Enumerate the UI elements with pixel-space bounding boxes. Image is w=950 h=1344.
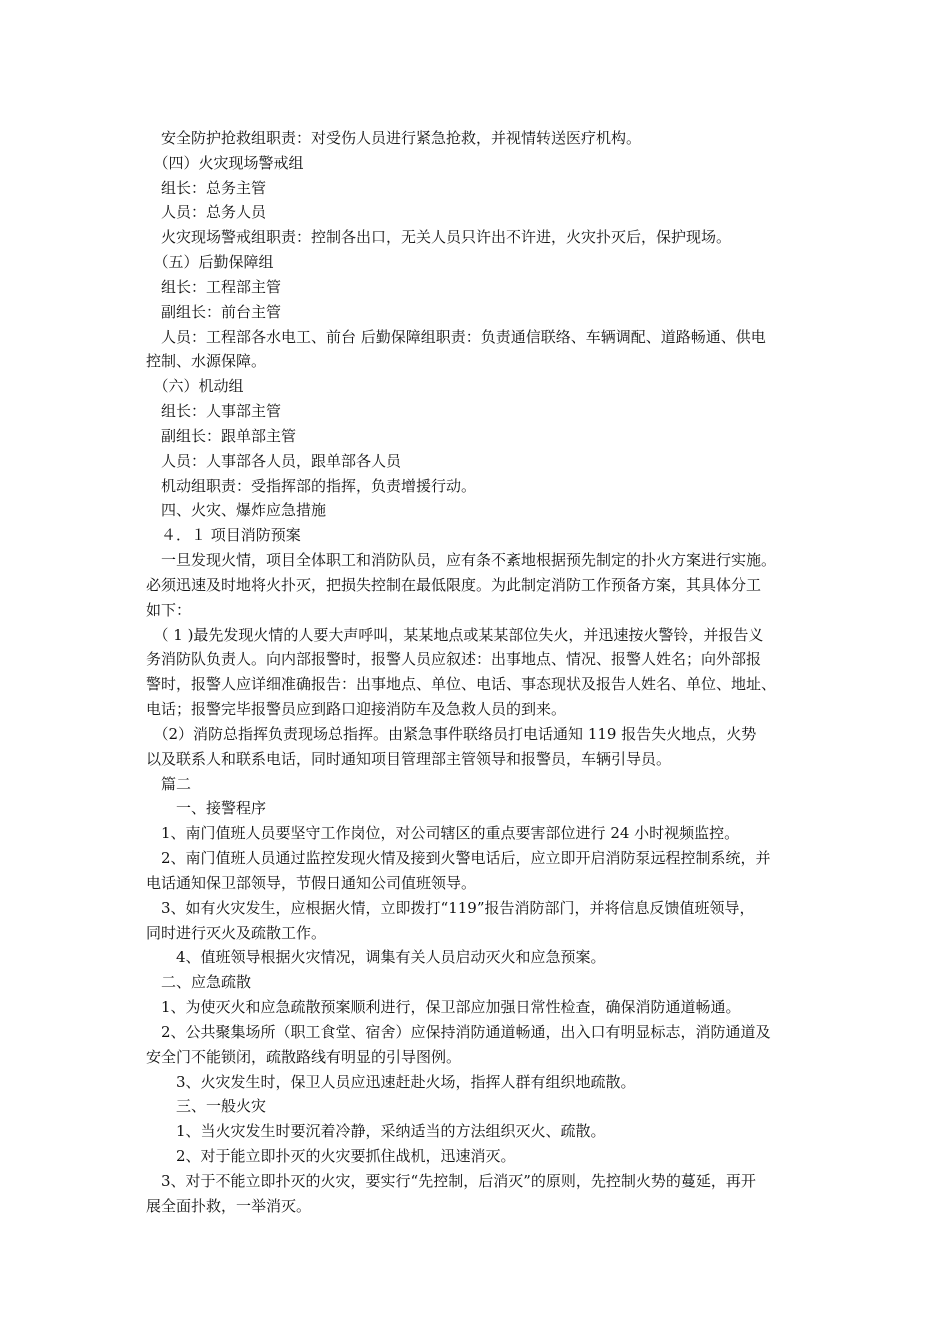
text-line: 1、为使灭火和应急疏散预案顺利进行，保卫部应加强日常性检查，确保消防通道畅通。 bbox=[146, 998, 741, 1016]
text-line: 1、当火灾发生时要沉着冷静，采纳适当的方法组织灭火、疏散。 bbox=[146, 1122, 606, 1140]
section-heading: 一、接警程序 bbox=[146, 799, 267, 817]
text-line: 3、火灾发生时，保卫人员应迅速赶赴火场，指挥人群有组织地疏散。 bbox=[146, 1073, 636, 1091]
text-line: 人员：人事部各人员，跟单部各人员 bbox=[146, 452, 402, 470]
text-line: 组长：总务主管 bbox=[146, 179, 267, 197]
text-line: 电话通知保卫部领导，节假日通知公司值班领导。 bbox=[146, 874, 477, 892]
text-line: 电话；报警完毕报警员应到路口迎接消防车及急救人员的到来。 bbox=[146, 700, 567, 718]
text-line: 2、对于能立即扑灭的火灾要抓住战机，迅速消灭。 bbox=[146, 1147, 516, 1165]
text-line: 展全面扑救，一举消灭。 bbox=[146, 1197, 312, 1215]
text-line: （ 1 )最先发现火情的人要大声呼叫，某某地点或某某部位失火，并迅速按火警铃，并报告义 bbox=[146, 626, 764, 644]
text-line: （2）消防总指挥负责现场总指挥。由紧急事件联络员打电话通知 119 报告失火地点，火势 bbox=[146, 725, 757, 743]
section-heading: ４．１ 项目消防预案 bbox=[146, 526, 301, 544]
section-heading: 四、火灾、爆炸应急措施 bbox=[146, 501, 327, 519]
text-line: 以及联系人和联系电话，同时通知项目管理部主管领导和报警员，车辆引导员。 bbox=[146, 750, 672, 768]
text-line: 必须迅速及时地将火扑灭，把损失控制在最低限度。为此制定消防工作预备方案，其具体分工 bbox=[146, 576, 762, 594]
text-line: 务消防队负责人。向内部报警时，报警人员应叙述：出事地点、情况、报警人姓名；向外部报 bbox=[146, 650, 762, 668]
text-line: 3、对于不能立即扑灭的火灾，要实行“先控制，后消灭”的原则，先控制火势的蔓延，再开 bbox=[146, 1172, 756, 1190]
text-line: 火灾现场警戒组职责：控制各出口，无关人员只许出不许进，火灾扑灭后，保护现场。 bbox=[146, 228, 732, 246]
text-line: 机动组职责：受指挥部的指挥，负责增援行动。 bbox=[146, 477, 477, 495]
text-line: 如下： bbox=[146, 601, 192, 619]
text-line: 人员：工程部各水电工、前台 后勤保障组职责：负责通信联络、车辆调配、道路畅通、供电 bbox=[146, 328, 766, 346]
text-line: 同时进行灭火及疏散工作。 bbox=[146, 924, 327, 942]
section-heading: （四）火灾现场警戒组 bbox=[146, 154, 304, 172]
section-heading: 三、一般火灾 bbox=[146, 1097, 267, 1115]
text-line: 组长：工程部主管 bbox=[146, 278, 282, 296]
text-line: 一旦发现火情，项目全体职工和消防队员，应有条不紊地根据预先制定的扑火方案进行实施。 bbox=[146, 551, 777, 569]
text-line: 1、南门值班人员要坚守工作岗位，对公司辖区的重点要害部位进行 24 小时视频监控。 bbox=[146, 824, 740, 842]
text-line: 警时，报警人应详细准确报告：出事地点、单位、电话、事态现状及报告人姓名、单位、地址、 bbox=[146, 675, 777, 693]
section-heading: 篇二 bbox=[146, 775, 192, 793]
text-line: 4、值班领导根据火灾情况，调集有关人员启动灭火和应急预案。 bbox=[146, 948, 606, 966]
text-line: 安全防护抢救组职责：对受伤人员进行紧急抢救，并视情转送医疗机构。 bbox=[146, 129, 642, 147]
text-line: 控制、水源保障。 bbox=[146, 352, 267, 370]
section-heading: （五）后勤保障组 bbox=[146, 253, 274, 271]
text-line: 人员：总务人员 bbox=[146, 203, 267, 221]
text-line: 副组长：前台主管 bbox=[146, 303, 282, 321]
text-line: 安全门不能锁闭，疏散路线有明显的引导图例。 bbox=[146, 1048, 462, 1066]
text-line: 2、南门值班人员通过监控发现火情及接到火警电话后，应立即开启消防泵远程控制系统，并 bbox=[146, 849, 771, 867]
text-line: 2、公共聚集场所（职工食堂、宿舍）应保持消防通道畅通，出入口有明显标志，消防通道及 bbox=[146, 1023, 771, 1041]
text-line: 组长：人事部主管 bbox=[146, 402, 282, 420]
text-line: 3、如有火灾发生，应根据火情，立即拨打“119”报告消防部门，并将信息反馈值班领导， bbox=[146, 899, 755, 917]
section-heading: 二、应急疏散 bbox=[146, 973, 252, 991]
text-line: 副组长：跟单部主管 bbox=[146, 427, 297, 445]
section-heading: （六）机动组 bbox=[146, 377, 244, 395]
